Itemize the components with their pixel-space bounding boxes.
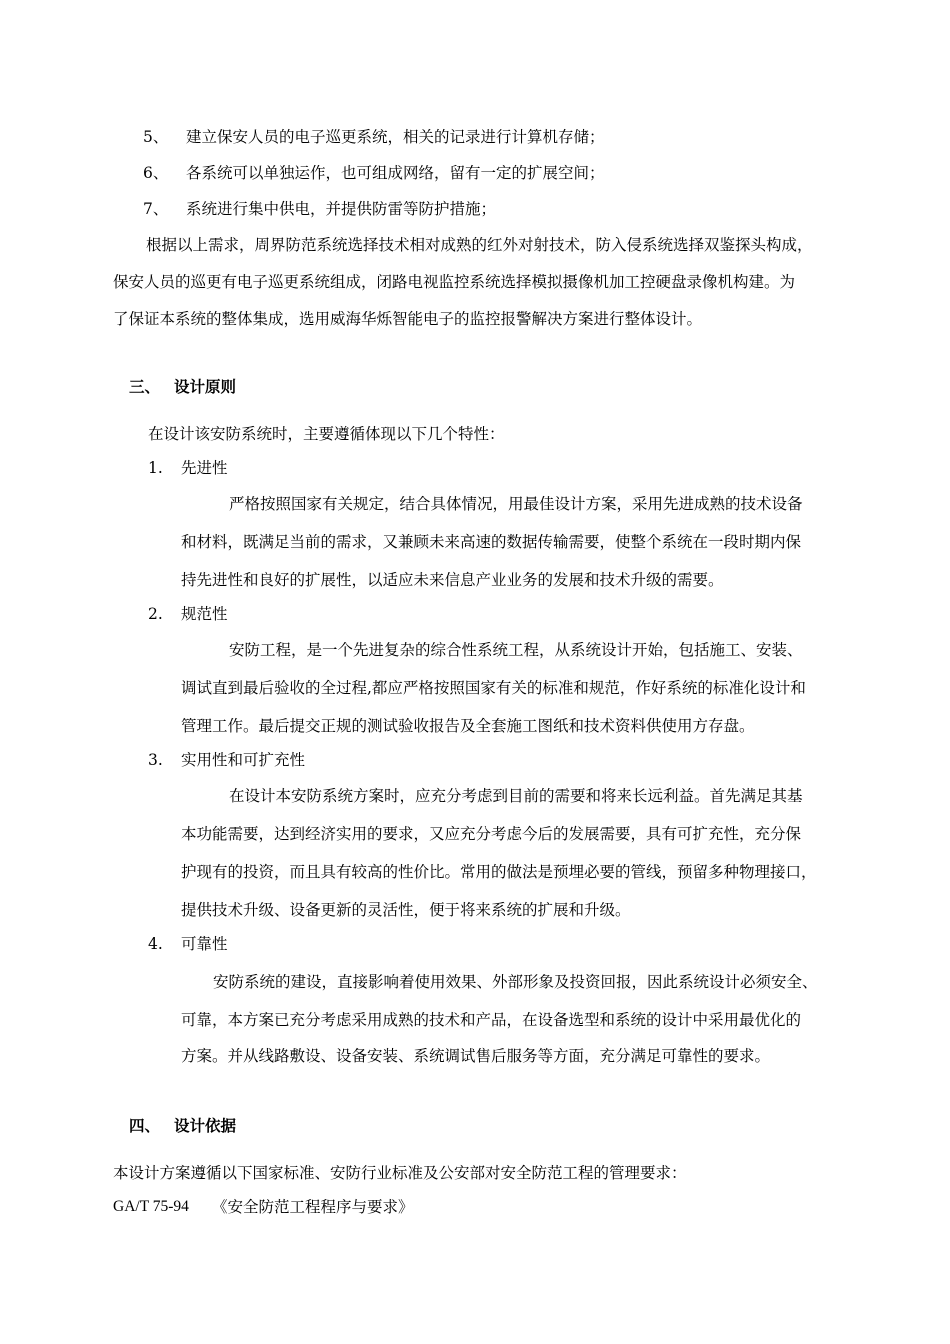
list-number: 6、	[143, 164, 169, 182]
paragraph-line: 管理工作。最后提交正规的测试验收报告及全套施工图纸和技术资料供使用方存盘。	[181, 717, 755, 735]
paragraph-line: 本功能需要，达到经济实用的要求，又应充分考虑今后的发展需要，具有可扩充性，充分保	[181, 825, 802, 843]
section-intro: 本设计方案遵循以下国家标准、安防行业标准及公安部对安全防范工程的管理要求：	[113, 1164, 687, 1182]
item-number: 3.	[148, 751, 163, 769]
paragraph-line: 了保证本系统的整体集成，选用威海华烁智能电子的监控报警解决方案进行整体设计。	[113, 310, 703, 328]
paragraph-line: 提供技术升级、设备更新的灵活性，便于将来系统的扩展和升级。	[181, 901, 631, 919]
paragraph-line: 安防系统的建设，直接影响着使用效果、外部形象及投资回报，因此系统设计必须安全、	[213, 973, 818, 991]
section-intro: 在设计该安防系统时，主要遵循体现以下几个特性：	[148, 425, 505, 443]
list-item-text: 各系统可以单独运作，也可组成网络，留有一定的扩展空间；	[186, 164, 605, 182]
paragraph-line: 保安人员的巡更有电子巡更系统组成，闭路电视监控系统选择模拟摄像机加工控硬盘录像机构建。为	[113, 273, 796, 291]
item-title: 可靠性	[181, 935, 228, 953]
section-title: 设计依据	[174, 1116, 237, 1135]
standard-name: 《安全防范工程程序与要求》	[212, 1198, 414, 1216]
paragraph-line: 护现有的投资，而且具有较高的性价比。常用的做法是预埋必要的管线，预留多种物理接口，	[181, 863, 817, 881]
paragraph-line: 和材料，既满足当前的需求，又兼顾未来高速的数据传输需要，使整个系统在一段时期内保	[181, 533, 802, 551]
paragraph-line: 可靠，本方案已充分考虑采用成熟的技术和产品，在设备选型和系统的设计中采用最优化的	[181, 1011, 802, 1029]
paragraph-line: 严格按照国家有关规定，结合具体情况，用最佳设计方案，采用先进成熟的技术设备	[229, 495, 803, 513]
item-title: 规范性	[181, 605, 228, 623]
section-number: 四、	[129, 1116, 161, 1135]
section-number: 三、	[129, 377, 161, 396]
list-item-text: 系统进行集中供电，并提供防雷等防护措施；	[186, 200, 497, 218]
paragraph-line: 安防工程，是一个先进复杂的综合性系统工程，从系统设计开始，包括施工、安装、	[229, 641, 803, 659]
item-title: 先进性	[181, 459, 228, 477]
section-title: 设计原则	[174, 377, 237, 396]
list-item-text: 建立保安人员的电子巡更系统，相关的记录进行计算机存储；	[186, 128, 605, 146]
paragraph-line: 调试直到最后验收的全过程,都应严格按照国家有关的标准和规范，作好系统的标准化设计和	[181, 679, 806, 697]
paragraph-line: 根据以上需求，周界防范系统选择技术相对成熟的红外对射技术，防入侵系统选择双鉴探头构成，	[146, 236, 813, 254]
paragraph-line: 方案。并从线路敷设、设备安装、系统调试售后服务等方面，充分满足可靠性的要求。	[181, 1047, 771, 1065]
item-number: 4.	[148, 935, 163, 953]
list-number: 7、	[143, 200, 169, 218]
item-title: 实用性和可扩充性	[181, 751, 306, 769]
list-number: 5、	[143, 128, 169, 146]
standard-code: GA/T 75-94	[113, 1198, 189, 1215]
paragraph-line: 在设计本安防系统方案时，应充分考虑到目前的需要和将来长远利益。首先满足其基	[229, 787, 803, 805]
item-number: 1.	[148, 459, 163, 477]
item-number: 2.	[148, 605, 163, 623]
paragraph-line: 持先进性和良好的扩展性，以适应未来信息产业业务的发展和技术升级的需要。	[181, 571, 724, 589]
